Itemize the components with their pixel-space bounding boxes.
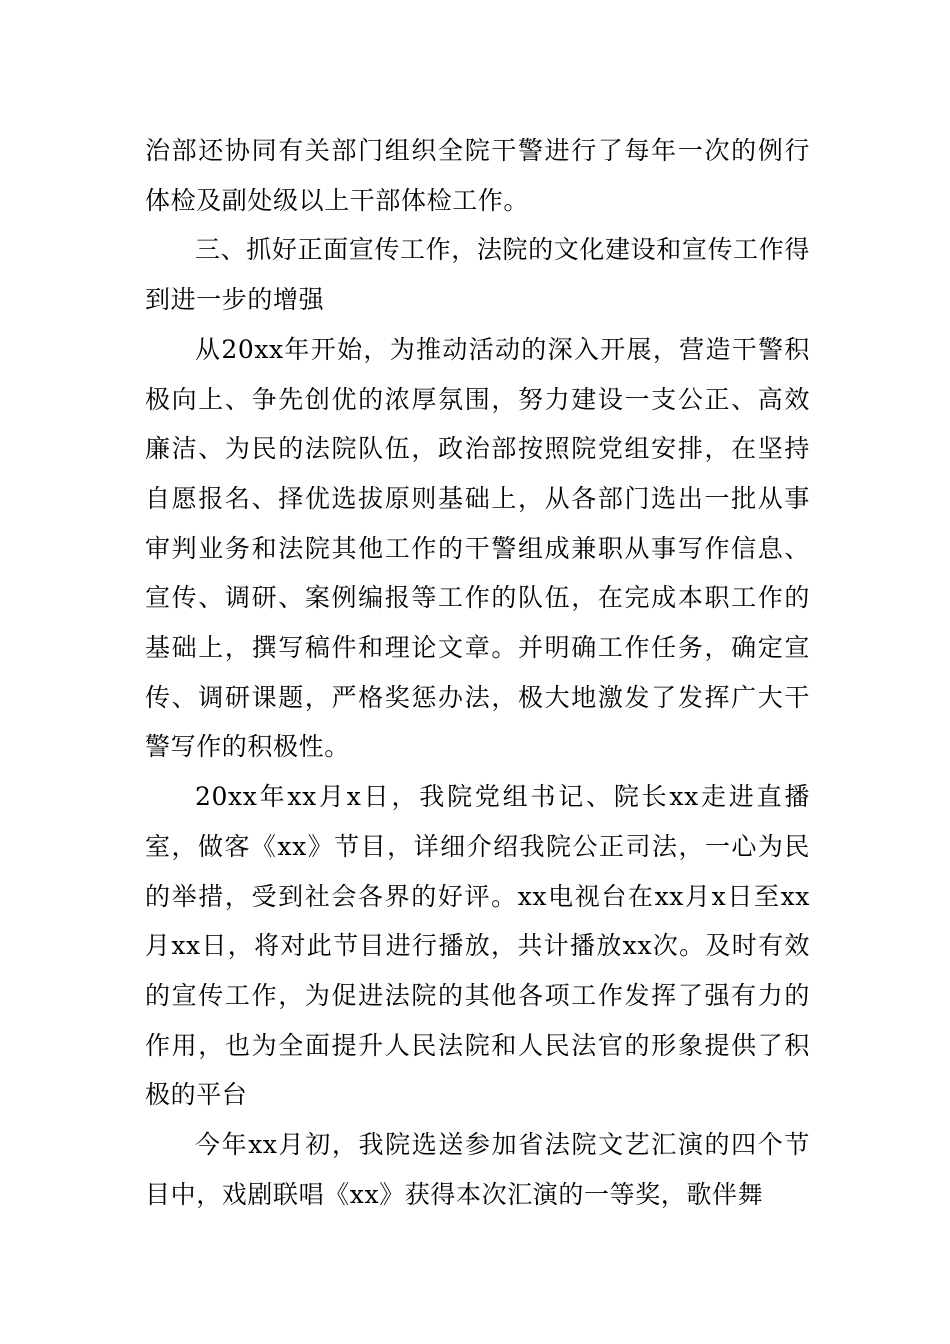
paragraph-tv-program: 20xx年xx月x日，我院党组书记、院长xx走进直播室，做客《xx》节目，详细介绍我院公正司法，一心为民的举措，受到社会各界的好评。xx电视台在xx月x日至xx月xx日，将对此节目进行播放，共计播放xx次。及时有效的宣传工作，为促进法院的其他各项工作发挥了强有力的作用，也为全面提升人民法院和人民法官的形象提供了积极的平台 [145,782,810,1110]
paragraph-art-performance: 今年xx月初，我院选送参加省法院文艺汇演的四个节目中，戏剧联唱《xx》获得本次汇演的一等奖，歌伴舞 [145,1130,810,1209]
paragraph-continuation: 治部还协同有关部门组织全院干警进行了每年一次的例行体检及副处级以上干部体检工作。 [145,136,810,215]
paragraph-writing-team: 从20xx年开始，为推动活动的深入开展，营造干警积极向上、争先创优的浓厚氛围，努力建设一支公正、高效廉洁、为民的法院队伍，政治部按照院党组安排，在坚持自愿报名、择优选拔原则基础上，从各部门选出一批从事审判业务和法院其他工作的干警组成兼职从事写作信息、宣传、调研、案例编报等工作的队伍，在完成本职工作的基础上，撰写稿件和理论文章。并明确工作任务，确定宣传、调研课题，严格奖惩办法，极大地激发了发挥广大干警写作的积极性。 [145,334,810,762]
document-body [145,126,810,1219]
section-heading: 三、抓好正面宣传工作，法院的文化建设和宣传工作得到进一步的增强 [145,235,810,315]
